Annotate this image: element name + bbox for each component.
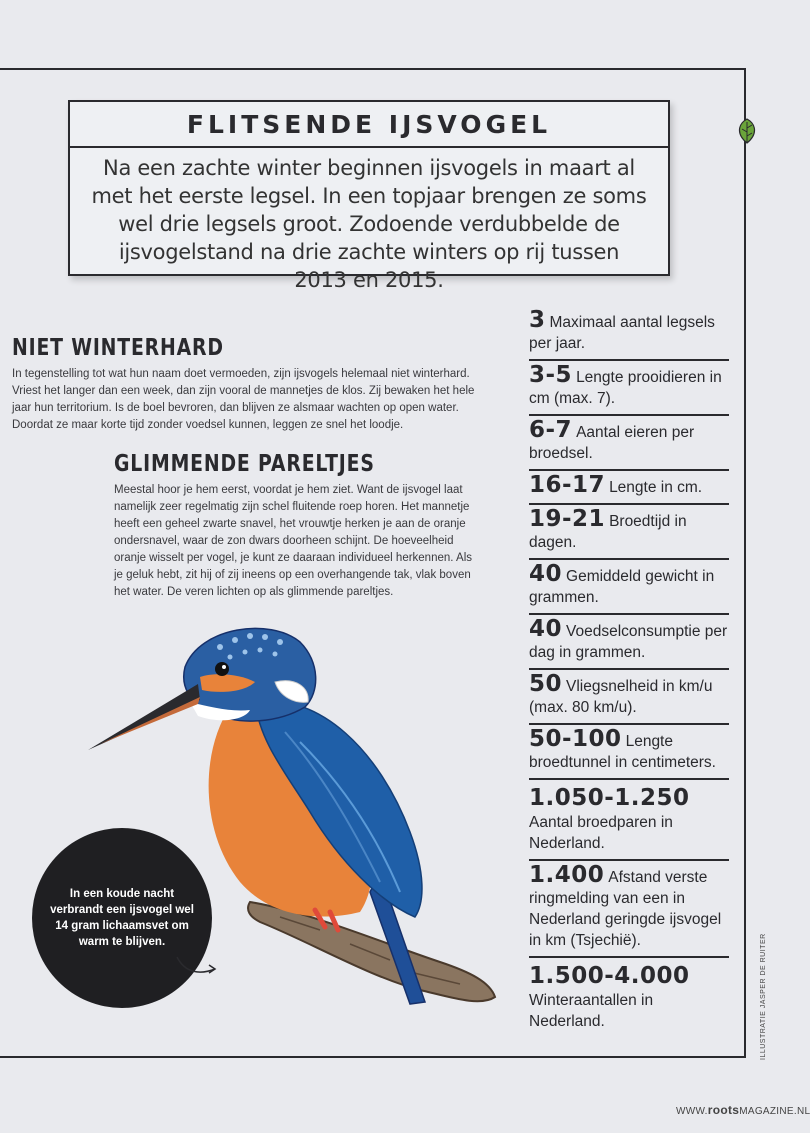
footer-url-brand: roots — [707, 1103, 740, 1117]
stat-item — [529, 505, 729, 560]
stat-item — [529, 560, 729, 615]
stat-number: 3-5 — [529, 362, 573, 388]
stat-description: Aantal broedparen in Nederland. — [529, 814, 673, 852]
leaf-icon — [736, 118, 758, 144]
stat-description: Lengte prooidieren in cm (max. 7). — [529, 369, 722, 407]
footer-url-prefix: WWW. — [676, 1106, 708, 1117]
stat-description: Voedselconsumptie per dag in grammen. — [529, 623, 728, 661]
arrow-icon — [175, 955, 220, 977]
stat-description: Aantal eieren per broedsel. — [529, 424, 695, 462]
footer-url — [676, 1103, 810, 1117]
stat-description: Afstand verste ringmelding van een in Nederland geringde ijsvogel in km (Tsjechië). — [529, 869, 722, 949]
stat-item — [529, 861, 729, 958]
illustration-credit: ILLUSTRATIE JASPER DE RUITER — [760, 933, 767, 1060]
stat-number: 19-21 — [529, 506, 606, 532]
stat-number: 40 — [529, 616, 563, 642]
footer-url-suffix: MAGAZINE.NL — [739, 1106, 810, 1117]
stat-item — [529, 416, 729, 471]
stat-description: Gemiddeld gewicht in grammen. — [529, 568, 715, 606]
stat-description: Winteraantallen in Nederland. — [529, 992, 654, 1030]
stat-number: 3 — [529, 307, 546, 333]
page-title: FLITSENDE IJSVOGEL — [186, 109, 552, 139]
title-bar — [70, 102, 668, 148]
intro-text: Na een zachte winter beginnen ijsvogels in maart al met het eerste legsel. In een topjaar brengen ze soms wel drie legsels groot. Zodoende verdubbelde de ijsvogelstand na drie zachte winters op rij tussen 2013 en 2015. — [91, 156, 647, 292]
stat-number: 6-7 — [529, 417, 573, 443]
stat-description: Lengte in cm. — [609, 479, 703, 496]
stat-description: Broedtijd in dagen. — [529, 513, 687, 551]
fact-bubble — [32, 828, 212, 1008]
stat-description: Maximaal aantal legsels per jaar. — [529, 314, 715, 352]
stat-item — [529, 670, 729, 725]
section-text-niet-winterhard: In tegenstelling tot wat hun naam doet vermoeden, zijn ijsvogels helemaal niet winterhard. Vriest het langer dan een week, dan zijn vooral de mannetjes de klos. Zij bewaken het hele jaar hun territorium. Is de boel bevroren, dan blijven ze alsmaar wachten op open water. Doordat ze maar korte tijd zonder voedsel kunnen, leggen ze snel het loodje. — [12, 368, 475, 431]
stat-number: 40 — [529, 561, 563, 587]
stat-number: 16-17 — [529, 472, 606, 498]
stat-item — [529, 780, 729, 861]
stat-item — [529, 361, 729, 416]
stat-item — [529, 958, 729, 1037]
stat-item — [529, 615, 729, 670]
intro-box — [68, 100, 670, 292]
stat-number: 1.500-4.000 — [529, 963, 690, 989]
fact-text: In een koude nacht verbrandt een ijsvogel wel 14 gram lichaamsvet om warm te blijven. — [50, 888, 194, 948]
stat-number: 1.050-1.250 — [529, 785, 690, 811]
stat-item — [529, 471, 729, 505]
stat-item — [529, 306, 729, 361]
section-text-glimmende-pareltjes: Meestal hoor je hem eerst, voordat je hem ziet. Want de ijsvogel laat namelijk zeer regelmatig zijn schel fluitende roep horen. Het mannetje heeft een geheel zwarte snavel, het vrouwtje herken je aan de oranje ondersnavel, waar de zon dwars doorheen schijnt. De hoeveelheid oranje wisselt per vogel, je kunt ze daaraan individueel herkennen. Als je geluk hebt, zit hij of zij ineens op een overhangende tak, vlak boven het water. De veren lichten op als glimmende pareltjes. — [114, 484, 472, 598]
stats-list — [529, 306, 729, 1037]
stat-description: Lengte broedtunnel in centimeters. — [529, 733, 716, 771]
stat-number: 50-100 — [529, 726, 622, 752]
stat-number: 50 — [529, 671, 563, 697]
stat-item — [529, 725, 729, 780]
stat-number: 1.400 — [529, 862, 605, 888]
stat-description: Vliegsnelheid in km/u (max. 80 km/u). — [529, 678, 713, 716]
section-heading-glimmende-pareltjes: GLIMMENDE PARELTJES — [114, 451, 375, 477]
section-heading-niet-winterhard: NIET WINTERHARD — [12, 335, 224, 361]
